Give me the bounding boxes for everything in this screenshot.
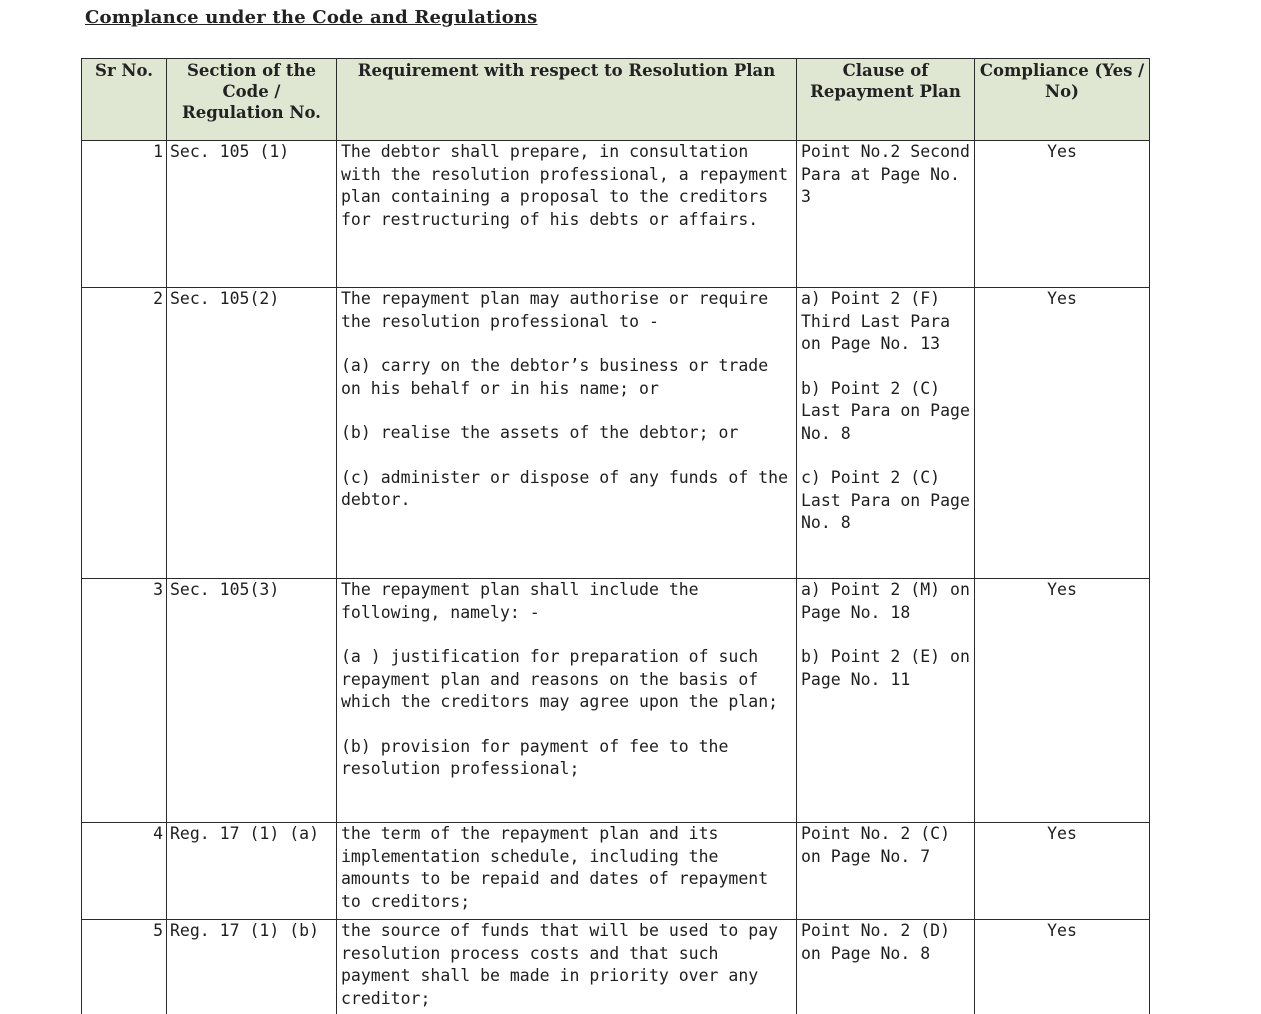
table-row <box>82 920 1150 1014</box>
sr-no-cell: 5 <box>82 920 167 1014</box>
requirement-text: (a ) justification for preparation of such repayment plan and reasons on the basis of which the creditors may agree upon the plan; <box>341 647 779 711</box>
compliance-table <box>81 58 1150 1014</box>
compliance-cell: Yes <box>975 141 1150 288</box>
requirement-text: The repayment plan shall include the following, namely: - <box>341 580 699 622</box>
compliance-cell: Yes <box>975 288 1150 579</box>
clause-text: b) Point 2 (E) on Page No. 11 <box>801 647 970 689</box>
header-requirement: Requirement with respect to Resolution Plan <box>337 59 797 141</box>
section-cell: Reg. 17 (1) (a) <box>167 823 337 920</box>
clause-cell <box>797 288 975 579</box>
requirement-text: The repayment plan may authorise or require the resolution professional to - <box>341 289 769 331</box>
clause-text: Point No.2 Second Para at Page No. 3 <box>801 142 970 206</box>
section-cell: Reg. 17 (1) (b) <box>167 920 337 1014</box>
requirement-text: the term of the repayment plan and its implementation schedule, including the amounts to be repaid and dates of repayment to creditors; <box>341 824 769 911</box>
table-row <box>82 579 1150 823</box>
section-cell: Sec. 105 (1) <box>167 141 337 288</box>
requirement-cell <box>337 288 797 579</box>
clause-cell <box>797 579 975 823</box>
clause-cell <box>797 823 975 920</box>
clause-text: a) Point 2 (M) on Page No. 18 <box>801 580 970 622</box>
header-clause: Clause of Repayment Plan <box>797 59 975 141</box>
requirement-text: the source of funds that will be used to pay resolution process costs and that such payment shall be made in priority over any creditor; <box>341 921 779 1008</box>
sr-no-cell: 2 <box>82 288 167 579</box>
compliance-cell: Yes <box>975 920 1150 1014</box>
table-header <box>82 59 1150 141</box>
clause-text: c) Point 2 (C) Last Para on Page No. 8 <box>801 468 970 532</box>
compliance-cell: Yes <box>975 579 1150 823</box>
clause-text: b) Point 2 (C) Last Para on Page No. 8 <box>801 378 970 443</box>
table-row <box>82 288 1150 579</box>
clause-text: Point No. 2 (D) on Page No. 8 <box>801 921 951 963</box>
header-sr-no: Sr No. <box>82 59 167 141</box>
table-row <box>82 823 1150 920</box>
clause-text: a) Point 2 (F) Third Last Para on Page No. 13 <box>801 289 951 353</box>
sr-no-cell: 1 <box>82 141 167 288</box>
sr-no-cell: 3 <box>82 579 167 823</box>
requirement-cell <box>337 141 797 288</box>
clause-cell <box>797 920 975 1014</box>
requirement-text: (b) provision for payment of fee to the resolution professional; <box>341 736 729 778</box>
requirement-cell <box>337 920 797 1014</box>
compliance-cell: Yes <box>975 823 1150 920</box>
requirement-cell <box>337 579 797 823</box>
requirement-text: (c) administer or dispose of any funds of the debtor. <box>341 467 789 509</box>
requirement-text: (b) realise the assets of the debtor; or <box>341 423 739 442</box>
requirement-text: The debtor shall prepare, in consultation with the resolution professional, a repayment plan containing a proposal to the creditors for restructuring of his debts or affairs. <box>341 142 789 229</box>
table-body <box>82 141 1150 1014</box>
header-section: Section of the Code / Regulation No. <box>167 59 337 141</box>
clause-cell <box>797 141 975 288</box>
header-row <box>82 59 1150 141</box>
section-cell: Sec. 105(2) <box>167 288 337 579</box>
table-row <box>82 141 1150 288</box>
requirement-cell <box>337 823 797 920</box>
requirement-text: (a) carry on the debtor’s business or trade on his behalf or in his name; or <box>341 356 769 398</box>
section-cell: Sec. 105(3) <box>167 579 337 823</box>
page-title: Complance under the Code and Regulations <box>85 7 538 28</box>
clause-text: Point No. 2 (C) on Page No. 7 <box>801 824 951 866</box>
header-compliance: Compliance (Yes / No) <box>975 59 1150 141</box>
sr-no-cell: 4 <box>82 823 167 920</box>
